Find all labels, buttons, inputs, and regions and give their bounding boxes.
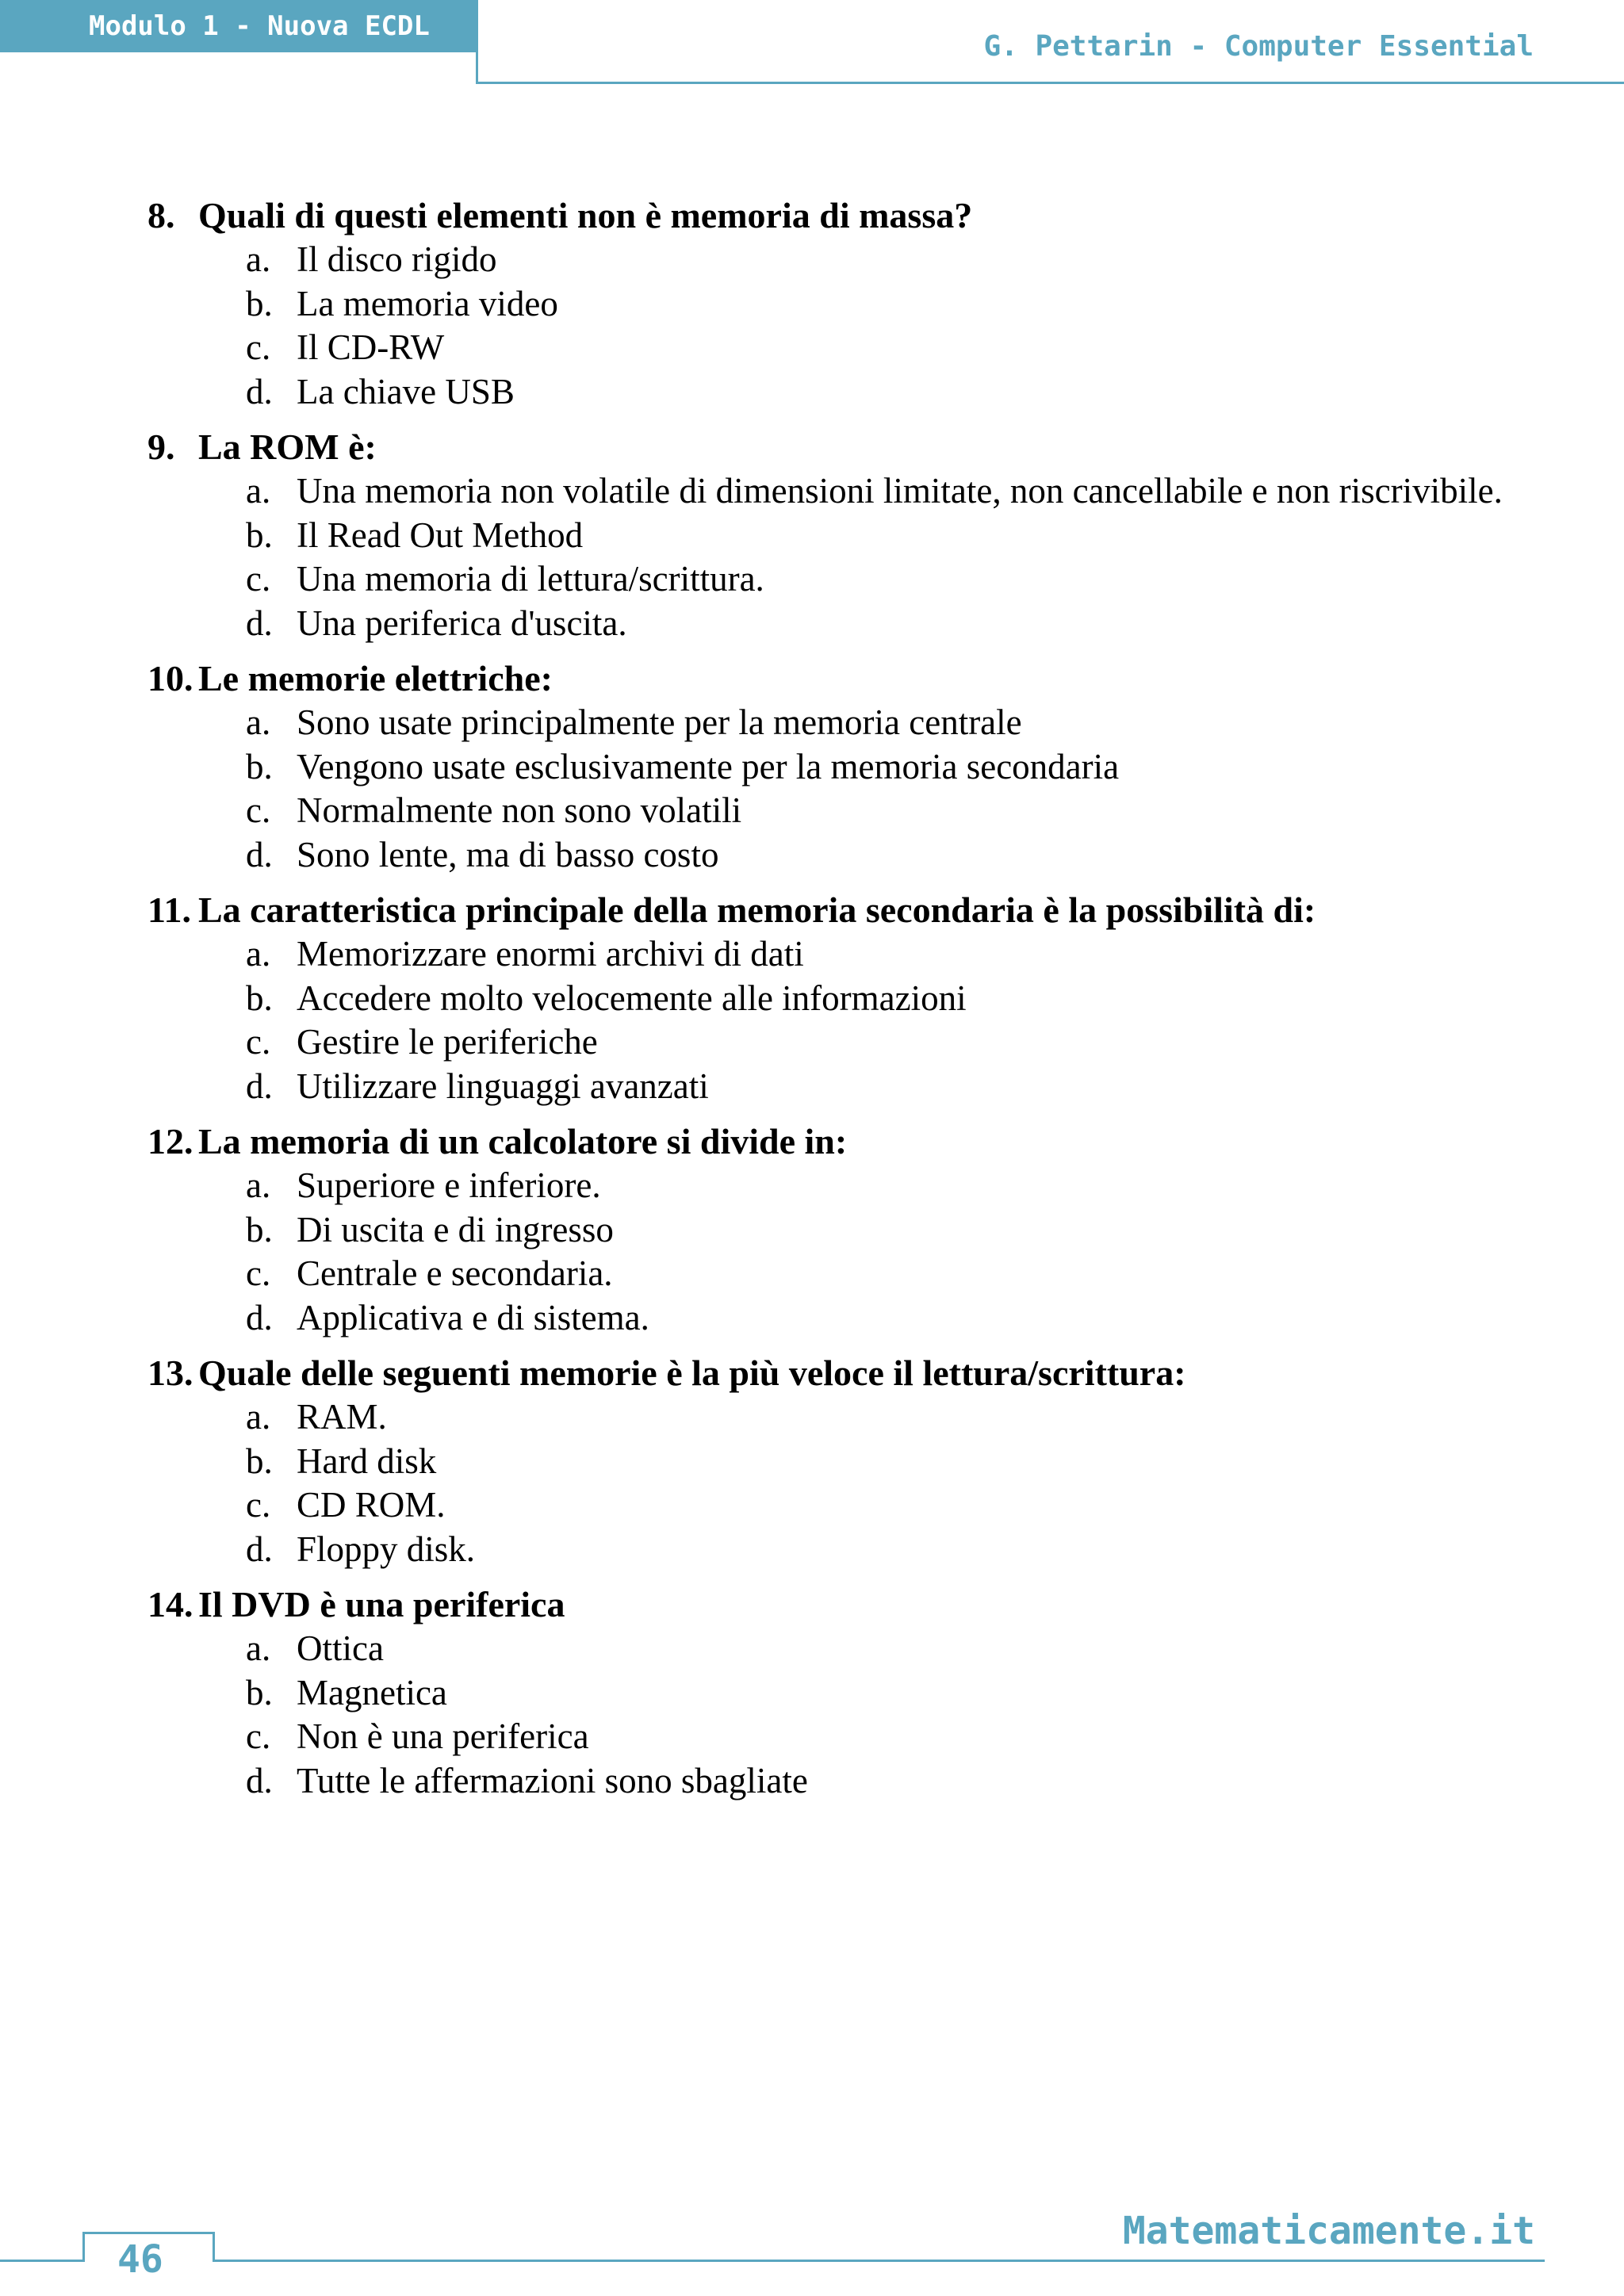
answer-text: Tutte le affermazioni sono sbagliate: [297, 1760, 808, 1800]
answer-text: Il disco rigido: [297, 239, 497, 279]
answer-option: [147, 1020, 1529, 1065]
answer-label: c.: [246, 1253, 271, 1293]
answer-label: d.: [246, 1297, 273, 1337]
answer-option: [147, 238, 1529, 282]
question-title: [147, 888, 1529, 932]
answer-list: [147, 932, 1529, 1108]
answer-option: [147, 602, 1529, 646]
question-text: La caratteristica principale della memoria secondaria è la possibilità di:: [198, 890, 1316, 930]
answer-option: [147, 1759, 1529, 1804]
answer-option: [147, 977, 1529, 1021]
question-number: 10.: [147, 658, 193, 698]
question-number: 11.: [147, 890, 191, 930]
answer-text: Una memoria di lettura/scrittura.: [297, 559, 764, 599]
answer-option: [147, 469, 1529, 514]
answer-label: d.: [246, 1066, 273, 1106]
answer-label: b.: [246, 1209, 273, 1249]
answer-label: b.: [246, 1441, 273, 1481]
answer-label: b.: [246, 1672, 273, 1712]
question-title: [147, 1119, 1529, 1164]
answer-label: c.: [246, 790, 271, 830]
answer-text: Utilizzare linguaggi avanzati: [297, 1066, 709, 1106]
module-title: Modulo 1 - Nuova ECDL: [89, 10, 430, 42]
answer-text: Una memoria non volatile di dimensioni limitate, non cancellabile e non riscrivibile.: [297, 471, 1503, 511]
answer-text: La memoria video: [297, 283, 558, 323]
answer-text: Il CD-RW: [297, 327, 445, 367]
answer-option: [147, 1164, 1529, 1208]
question-number: 13.: [147, 1353, 193, 1393]
answer-text: Centrale e secondaria.: [297, 1253, 613, 1293]
answer-text: Superiore e inferiore.: [297, 1165, 601, 1205]
answer-text: Memorizzare enormi archivi di dati: [297, 934, 804, 974]
question-13: [147, 1351, 1529, 1571]
answer-text: Il Read Out Method: [297, 515, 584, 555]
answer-label: c.: [246, 1022, 271, 1062]
answer-text: Gestire le periferiche: [297, 1022, 598, 1062]
answer-label: d.: [246, 834, 273, 874]
answer-label: b.: [246, 515, 273, 555]
page-number: 46: [117, 2237, 163, 2282]
question-number: 12.: [147, 1121, 193, 1161]
answer-option: [147, 1528, 1529, 1572]
answer-label: a.: [246, 1165, 271, 1205]
answer-option: [147, 1483, 1529, 1528]
answer-text: Applicativa e di sistema.: [297, 1297, 649, 1337]
question-number: 14.: [147, 1584, 193, 1624]
question-title: [147, 193, 1529, 238]
answer-label: a.: [246, 1397, 271, 1437]
question-11: [147, 888, 1529, 1108]
question-text: La ROM è:: [198, 427, 377, 467]
answer-text: RAM.: [297, 1397, 387, 1437]
answer-option: [147, 1395, 1529, 1440]
answer-text: Normalmente non sono volatili: [297, 790, 742, 830]
answer-label: b.: [246, 283, 273, 323]
answer-text: Non è una periferica: [297, 1716, 589, 1756]
answer-text: La chiave USB: [297, 371, 515, 411]
answer-label: b.: [246, 746, 273, 786]
question-text: Il DVD è una periferica: [198, 1584, 565, 1624]
answer-label: a.: [246, 934, 271, 974]
answer-text: Magnetica: [297, 1672, 447, 1712]
question-8: [147, 193, 1529, 414]
footer-divider-edge-left: [82, 2232, 85, 2262]
answer-label: b.: [246, 978, 273, 1018]
answer-text: CD ROM.: [297, 1485, 446, 1525]
question-text: Quali di questi elementi non è memoria di massa?: [198, 195, 973, 235]
question-text: Le memorie elettriche:: [198, 658, 553, 698]
question-14: [147, 1582, 1529, 1803]
answer-label: a.: [246, 471, 271, 511]
quiz-content: [147, 193, 1529, 1814]
question-title: [147, 1351, 1529, 1395]
answer-option: [147, 932, 1529, 977]
answer-label: d.: [246, 1529, 273, 1569]
site-brand: Matematicamente.it: [1122, 2209, 1535, 2253]
answer-text: Una periferica d'uscita.: [297, 603, 627, 643]
answer-label: c.: [246, 327, 271, 367]
question-12: [147, 1119, 1529, 1340]
question-title: [147, 1582, 1529, 1627]
answer-text: Di uscita e di ingresso: [297, 1209, 614, 1249]
answer-text: Sono usate principalmente per la memoria centrale: [297, 702, 1022, 742]
answer-list: [147, 469, 1529, 645]
answer-option: [147, 1296, 1529, 1341]
answer-option: [147, 1252, 1529, 1296]
question-9: [147, 425, 1529, 645]
answer-option: [147, 1065, 1529, 1109]
answer-option: [147, 789, 1529, 833]
answer-text: Ottica: [297, 1628, 384, 1668]
answer-option: [147, 282, 1529, 327]
answer-label: c.: [246, 1485, 271, 1525]
footer-divider-right: [213, 2260, 1545, 2262]
answer-label: c.: [246, 559, 271, 599]
answer-option: [147, 1440, 1529, 1484]
answer-option: [147, 557, 1529, 602]
answer-text: Sono lente, ma di basso costo: [297, 834, 719, 874]
footer-divider-left: [0, 2260, 82, 2262]
question-title: [147, 425, 1529, 469]
question-text: Quale delle seguenti memorie è la più veloce il lettura/scrittura:: [198, 1353, 1186, 1393]
question-title: [147, 656, 1529, 701]
footer-divider-edge-right: [213, 2232, 215, 2262]
answer-option: [147, 514, 1529, 558]
answer-label: a.: [246, 702, 271, 742]
answer-option: [147, 701, 1529, 745]
footer-page-box-top: [82, 2232, 213, 2234]
answer-list: [147, 238, 1529, 414]
answer-label: a.: [246, 1628, 271, 1668]
header-divider-horizontal: [476, 82, 1624, 84]
answer-text: Hard disk: [297, 1441, 437, 1481]
answer-option: [147, 1627, 1529, 1671]
answer-list: [147, 1395, 1529, 1571]
answer-label: c.: [246, 1716, 271, 1756]
author-title: G. Pettarin - Computer Essential: [983, 30, 1534, 63]
answer-label: a.: [246, 239, 271, 279]
answer-label: d.: [246, 603, 273, 643]
answer-option: [147, 833, 1529, 878]
answer-text: Accedere molto velocemente alle informazioni: [297, 978, 967, 1018]
question-10: [147, 656, 1529, 877]
question-number: 8.: [147, 195, 175, 235]
answer-list: [147, 701, 1529, 877]
answer-option: [147, 1715, 1529, 1759]
answer-option: [147, 1671, 1529, 1716]
answer-text: Vengono usate esclusivamente per la memoria secondaria: [297, 746, 1120, 786]
answer-option: [147, 326, 1529, 370]
answer-label: d.: [246, 371, 273, 411]
answer-option: [147, 1208, 1529, 1253]
answer-option: [147, 745, 1529, 790]
module-header-tab: [0, 0, 477, 52]
question-text: La memoria di un calcolatore si divide in:: [198, 1121, 848, 1161]
header-divider-vertical: [476, 0, 478, 84]
answer-list: [147, 1164, 1529, 1340]
answer-text: Floppy disk.: [297, 1529, 476, 1569]
answer-option: [147, 370, 1529, 415]
answer-list: [147, 1627, 1529, 1803]
answer-label: d.: [246, 1760, 273, 1800]
question-number: 9.: [147, 427, 175, 467]
